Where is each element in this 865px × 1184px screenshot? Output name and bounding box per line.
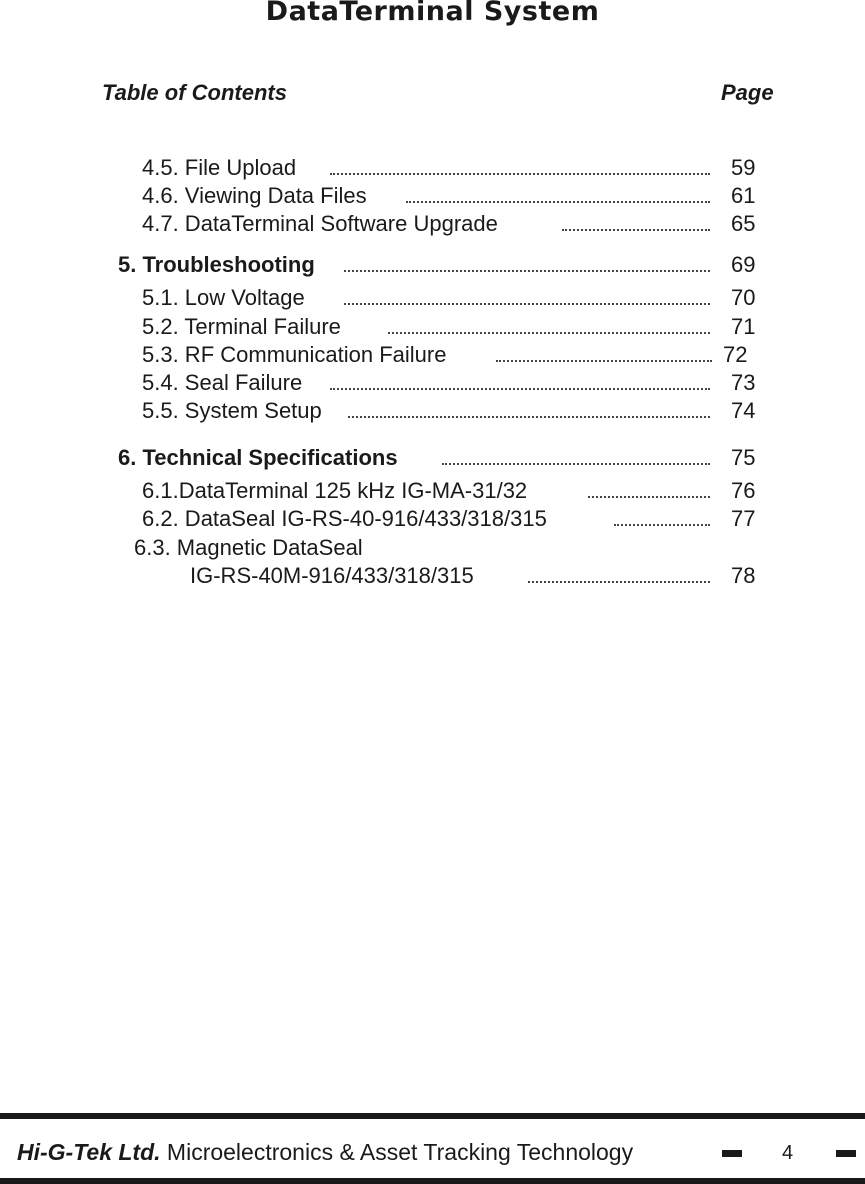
toc-entry-6-2[interactable] [0, 505, 865, 533]
toc-entry-label: 4.6. Viewing Data Files [142, 183, 367, 208]
dot-leader [348, 416, 710, 418]
toc-entry-page: 59 [731, 155, 756, 180]
toc-entry-label: 5.3. RF Communication Failure [142, 342, 447, 367]
dot-leader [330, 173, 710, 175]
toc-entry-5-5[interactable] [0, 397, 865, 425]
toc-entry-label: 5.5. System Setup [142, 398, 322, 423]
page-title: DataTerminal System [265, 0, 600, 27]
toc-entry-6-1[interactable] [0, 477, 865, 505]
toc-entry-page: 78 [731, 563, 756, 588]
dot-leader [496, 360, 712, 362]
footer-text [17, 1139, 633, 1166]
toc-entry-page: 72 [723, 342, 748, 367]
dot-leader [588, 496, 710, 498]
footer-company: Hi-G-Tek Ltd. [17, 1139, 161, 1165]
footer-tagline: Microelectronics & Asset Tracking Technology [160, 1139, 634, 1165]
toc-entry-6-3-model[interactable] [0, 562, 865, 590]
toc-section-label: 6. Technical Specifications [118, 445, 398, 470]
dot-leader [528, 581, 710, 583]
toc-entry-label: 6.2. DataSeal IG-RS-40-916/433/318/315 [142, 506, 547, 531]
footer-divider-top [0, 1113, 865, 1119]
toc-entry-label: 6.3. Magnetic DataSeal [134, 535, 363, 560]
toc-entry-5-1[interactable] [0, 284, 865, 312]
toc-section-label: 5. Troubleshooting [118, 252, 315, 277]
dot-leader [406, 201, 710, 203]
toc-entry-5-2[interactable] [0, 313, 865, 341]
dot-leader [388, 332, 710, 334]
toc-entry-6-3[interactable] [0, 534, 865, 562]
toc-entry-label: 4.5. File Upload [142, 155, 297, 180]
dot-leader [344, 303, 710, 305]
toc-entry-page: 77 [731, 506, 756, 531]
footer-divider-bottom [0, 1178, 865, 1184]
dot-leader [442, 463, 710, 465]
footer-page-number: 4 [782, 1142, 794, 1164]
toc-entry-page: 71 [731, 314, 756, 339]
toc-entry-label: IG-RS-40M-916/433/318/315 [190, 563, 474, 588]
toc-entry-4-6[interactable] [0, 182, 865, 210]
toc-entry-page: 70 [731, 285, 756, 310]
page-column-heading: Page [721, 80, 774, 105]
toc-heading: Table of Contents [102, 80, 287, 105]
toc-entry-6[interactable] [0, 444, 865, 472]
dot-leader [344, 270, 710, 272]
dot-leader [562, 229, 710, 231]
toc-entry-5[interactable] [0, 251, 865, 279]
dot-leader [614, 524, 710, 526]
toc-entry-5-4[interactable] [0, 369, 865, 397]
toc-entry-4-5[interactable] [0, 154, 865, 182]
toc-entry-5-3[interactable] [0, 341, 865, 369]
toc-entry-page: 75 [731, 445, 756, 470]
toc-entry-label: 5.1. Low Voltage [142, 285, 305, 310]
toc-entry-page: 69 [731, 252, 756, 277]
toc-entry-4-7[interactable] [0, 210, 865, 238]
toc-entry-page: 74 [731, 398, 756, 423]
toc-entry-label: 4.7. DataTerminal Software Upgrade [142, 211, 498, 236]
footer-mark-left [722, 1150, 742, 1157]
toc-entry-page: 76 [731, 478, 756, 503]
toc-entry-page: 73 [731, 370, 756, 395]
toc-entry-page: 65 [731, 211, 756, 236]
toc-entry-label: 5.2. Terminal Failure [142, 314, 341, 339]
footer-mark-right [836, 1150, 856, 1157]
toc-entry-label: 5.4. Seal Failure [142, 370, 303, 395]
dot-leader [330, 388, 710, 390]
toc-entry-label: 6.1.DataTerminal 125 kHz IG-MA-31/32 [142, 478, 528, 503]
toc-entry-page: 61 [731, 183, 756, 208]
